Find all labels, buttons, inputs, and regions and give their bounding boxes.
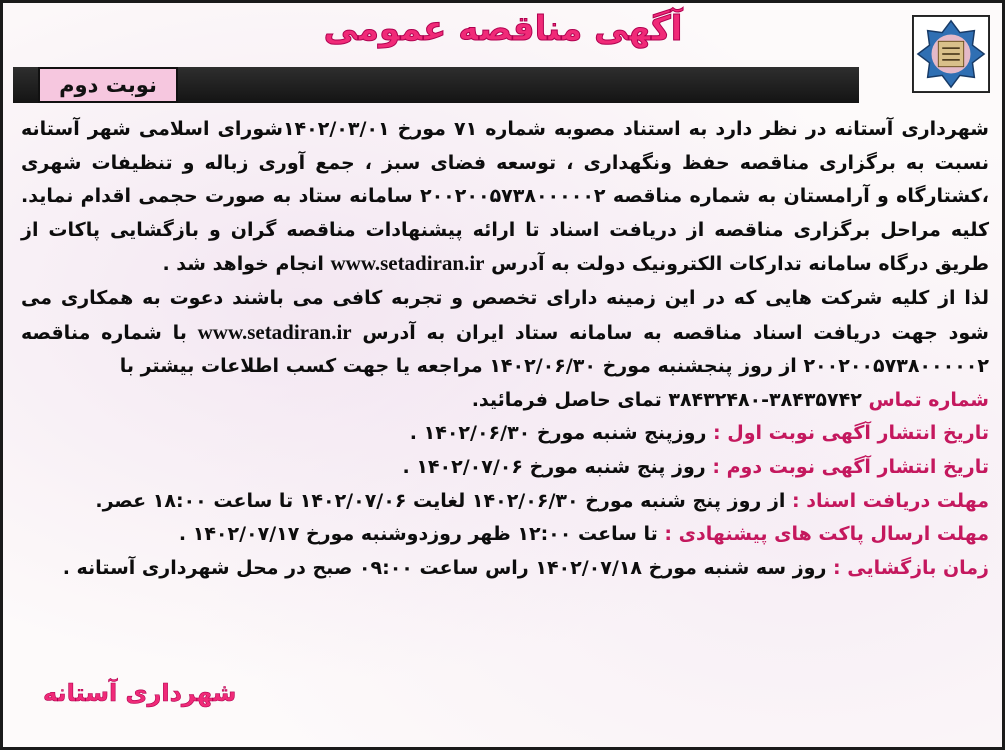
round-label: نوبت دوم bbox=[38, 67, 178, 103]
paragraph-2 bbox=[21, 282, 989, 384]
submission-deadline-label: مهلت ارسال پاکت های پیشنهادی : bbox=[664, 523, 989, 546]
publish-second-label: تاریخ انتشار آگهی نوبت دوم : bbox=[712, 455, 989, 478]
notice-body bbox=[21, 113, 989, 585]
paragraph-2-text: لذا از کلیه شرکت هایی که در این زمینه دارای تخصص و تجربه کافی می باشند دعوت به همکاری می شود جهت دریافت اسناد مناقصه به سامانه ستاد ایران به آدرس bbox=[21, 286, 989, 344]
paragraph-1 bbox=[21, 113, 989, 282]
publish-first-label: تاریخ انتشار آگهی نوبت اول : bbox=[713, 422, 989, 445]
opening-time-line bbox=[21, 552, 989, 586]
paragraph-2-mid: با شماره مناقصه ۲۰۰۲۰۰۵۷۳۸۰۰۰۰۰۲ از روز پنجشنبه مورخ ۱۴۰۲/۰۶/۳۰ مراجعه یا جهت کسب اطلاعات بیشتر با bbox=[21, 321, 989, 378]
contact-label: شماره تماس bbox=[868, 388, 989, 411]
paragraph-1-text: شهرداری آستانه در نظر دارد به استناد مصوبه شماره ۷۱ مورخ ۱۴۰۲/۰۳/۰۱شورای اسلامی شهر آستانه نسبت به برگزاری مناقصه حفظ ونگهداری ، توسعه فضای سبز ، جمع آوری زباله و تنظیفات شهری ،کشتارگاه و آرامستان به شماره مناقصه ۲۰۰۲۰۰۵۷۳۸۰۰۰۰۰۲ سامانه ستاد به صورت حجمی اقدام نماید. کلیه مراحل برگزاری مناقصه از دریافت اسناد تا ارائه پیشنهادات مناقصه گران و بازگشایی پاکات از طریق درگاه سامانه تدارکات الکترونیک دولت به آدرس bbox=[21, 118, 989, 276]
municipality-emblem-icon bbox=[912, 15, 990, 93]
opening-time-text: روز سه شنبه مورخ ۱۴۰۲/۰۷/۱۸ راس ساعت ۰۹:۰۰ صبح در محل شهرداری آستانه . bbox=[62, 556, 827, 579]
signature: شهرداری آستانه bbox=[43, 679, 237, 707]
docs-deadline-text: از روز پنج شنبه مورخ ۱۴۰۲/۰۶/۳۰ لغایت ۱۴۰۲/۰۷/۰۶ تا ساعت ۱۸:۰۰ عصر. bbox=[95, 489, 786, 512]
paragraph-1-end: انجام خواهد شد . bbox=[162, 253, 324, 276]
submission-deadline-text: تا ساعت ۱۲:۰۰ ظهر روزدوشنبه مورخ ۱۴۰۲/۰۷/۱۷ . bbox=[178, 523, 658, 546]
submission-deadline-line bbox=[21, 518, 989, 552]
contact-text: ۳۸۴۳۵۷۴۲-۳۸۴۳۲۴۸۰ تمای حاصل فرمائید. bbox=[471, 388, 862, 411]
publish-first-line bbox=[21, 417, 989, 451]
contact-line bbox=[21, 384, 989, 418]
setadiran-link-1[interactable]: www.setadiran.ir bbox=[330, 251, 485, 276]
notice-title: آگهی مناقصه عمومی bbox=[323, 9, 683, 49]
setadiran-link-2[interactable]: www.setadiran.ir bbox=[197, 319, 352, 344]
publish-second-text: روز پنج شنبه مورخ ۱۴۰۲/۰۷/۰۶ . bbox=[402, 455, 706, 478]
docs-deadline-label: مهلت دریافت اسناد : bbox=[792, 489, 989, 512]
docs-deadline-line bbox=[21, 485, 989, 519]
opening-time-label: زمان بازگشایی : bbox=[833, 556, 989, 579]
publish-first-text: روزپنج شنبه مورخ ۱۴۰۲/۰۶/۳۰ . bbox=[409, 422, 707, 445]
publish-second-line bbox=[21, 451, 989, 485]
